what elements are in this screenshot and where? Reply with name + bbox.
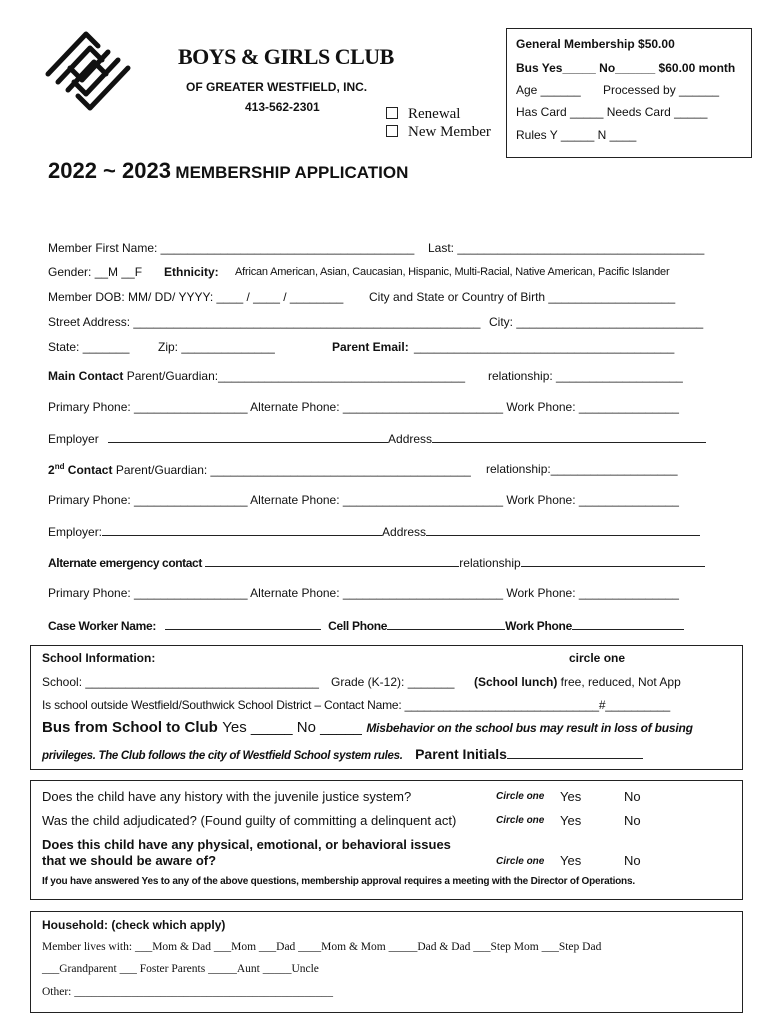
- case-worker-label: Case Worker Name:: [48, 619, 157, 633]
- case-worker-field[interactable]: [48, 618, 684, 633]
- age-field[interactable]: Age ______: [516, 83, 581, 97]
- grade-field[interactable]: Grade (K-12): _______: [331, 675, 455, 689]
- main-contact-guardian: Parent/Guardian:_____________________________________: [126, 369, 466, 383]
- privileges-note: privileges. The Club follows the city of Westfield School system rules.: [42, 750, 403, 762]
- card-field[interactable]: Has Card _____ Needs Card _____: [516, 105, 708, 119]
- emergency-contact-field[interactable]: [48, 555, 705, 570]
- address-label: Address: [382, 525, 427, 539]
- processed-by-field[interactable]: Processed by ______: [603, 83, 720, 97]
- checkbox-icon[interactable]: [386, 125, 398, 137]
- title-years: 2022 ~ 2023: [48, 158, 171, 183]
- renewal-option[interactable]: [386, 106, 460, 123]
- main-contact-relationship[interactable]: relationship: ___________________: [488, 369, 683, 383]
- cell-phone-label: Cell Phone: [328, 619, 388, 633]
- checkbox-icon[interactable]: [386, 107, 398, 119]
- issues-question-line2: that we should be aware of?: [42, 853, 217, 868]
- school-heading: School Information:: [42, 651, 156, 665]
- new-member-label: New Member: [408, 124, 491, 140]
- ethnicity-label: Ethnicity:: [164, 265, 219, 279]
- parent-initials-label: Parent Initials: [415, 746, 507, 762]
- work-phone-label: Work Phone: [505, 619, 572, 633]
- employer-label: Employer:: [48, 525, 103, 539]
- last-name-field[interactable]: Last: _____________________________________: [428, 241, 705, 255]
- adjudicated-no[interactable]: No: [624, 813, 641, 828]
- org-subtitle: OF GREATER WESTFIELD, INC.: [186, 80, 368, 94]
- outside-district-field[interactable]: Is school outside Westfield/Southwick School District – Contact Name: ______________________________#__________: [42, 698, 671, 712]
- parent-email-label: Parent Email:: [332, 340, 409, 354]
- employer-line[interactable]: [102, 524, 382, 536]
- case-worker-line[interactable]: [165, 618, 321, 630]
- circle-one-label: Circle one: [496, 815, 545, 826]
- city-field[interactable]: City: ____________________________: [489, 315, 704, 329]
- org-name: BOYS & GIRLS CLUB: [178, 44, 394, 69]
- lives-with-options[interactable]: Member lives with: ___Mom & Dad ___Mom ___Dad ____Mom & Mom _____Dad & Dad ___Step Mom ___Step Dad: [42, 941, 602, 953]
- adjudicated-yes[interactable]: Yes: [560, 813, 582, 828]
- second-employer-field[interactable]: [48, 524, 700, 539]
- household-heading: Household: (check which apply): [42, 918, 226, 932]
- org-phone: 413-562-2301: [245, 100, 320, 114]
- juvenile-no[interactable]: No: [624, 789, 641, 804]
- parent-initials-line[interactable]: [507, 747, 643, 759]
- street-address-field[interactable]: Street Address: ____________________________________________________: [48, 315, 481, 329]
- address-label: Address: [388, 432, 433, 446]
- school-lunch-label: (School lunch): [474, 675, 558, 689]
- dob-field[interactable]: Member DOB: MM/ DD/ YYYY: ____ / ____ / ________: [48, 290, 344, 304]
- school-lunch-options: free, reduced, Not App: [560, 675, 681, 689]
- ethnicity-options[interactable]: African American, Asian, Caucasian, Hispanic, Multi-Racial, Native American, Pacific Islander: [235, 266, 670, 278]
- adjudicated-question: Was the child adjudicated? (Found guilty of committing a delinquent act): [42, 813, 457, 828]
- issues-yes[interactable]: Yes: [560, 853, 582, 868]
- issues-question-line1: Does this child have any physical, emotional, or behavioral issues: [42, 837, 451, 852]
- bus-fee: Bus Yes_____ No______ $60.00 month: [516, 61, 736, 75]
- membership-fee: General Membership $50.00: [516, 37, 675, 51]
- emergency-relationship-line[interactable]: [521, 555, 705, 567]
- new-member-option[interactable]: [386, 124, 491, 141]
- school-circle-one: circle one: [569, 651, 626, 665]
- main-contact-label: Main Contact: [48, 369, 124, 383]
- zip-field[interactable]: Zip: ______________: [158, 340, 275, 354]
- bus-to-club-field[interactable]: [42, 719, 693, 737]
- circle-one-label: Circle one: [496, 791, 545, 802]
- second-contact-label: 2nd Contact: [48, 462, 113, 477]
- misbehavior-note: Misbehavior on the school bus may result in loss of busing: [366, 721, 693, 735]
- main-contact-field[interactable]: [48, 369, 465, 383]
- boys-girls-club-logo-icon: [28, 16, 148, 126]
- state-field[interactable]: State: _______: [48, 340, 130, 354]
- second-contact-guardian: Parent/Guardian: _______________________________________: [115, 463, 471, 477]
- other-field[interactable]: Other: _____________________________________________: [42, 986, 334, 998]
- page-title: [48, 158, 408, 184]
- main-employer-field[interactable]: [48, 431, 706, 446]
- renewal-label: Renewal: [408, 106, 461, 122]
- address-line[interactable]: [426, 524, 700, 536]
- second-contact-field[interactable]: [48, 462, 471, 477]
- cell-phone-line[interactable]: [387, 618, 505, 630]
- issues-no[interactable]: No: [624, 853, 641, 868]
- privileges-row: [42, 746, 643, 764]
- employer-line[interactable]: [108, 431, 388, 443]
- rules-field[interactable]: Rules Y _____ N ____: [516, 128, 637, 142]
- circle-one-label: Circle one: [496, 856, 545, 867]
- emergency-line[interactable]: [205, 555, 459, 567]
- bus-to-club-label: Bus from School to Club: [42, 719, 218, 736]
- gender-field[interactable]: Gender: __M __F: [48, 265, 143, 279]
- school-name-field[interactable]: School: ___________________________________: [42, 675, 319, 689]
- juvenile-yes[interactable]: Yes: [560, 789, 582, 804]
- employer-label: Employer: [48, 432, 99, 446]
- first-name-field[interactable]: Member First Name: ______________________________________: [48, 241, 415, 255]
- second-contact-relationship[interactable]: relationship:___________________: [486, 462, 678, 476]
- emergency-label: Alternate emergency contact: [48, 556, 202, 570]
- work-phone-line[interactable]: [572, 618, 684, 630]
- school-lunch-field[interactable]: [474, 675, 681, 689]
- birth-place-field[interactable]: City and State or Country of Birth ___________________: [369, 290, 676, 304]
- main-contact-phones[interactable]: Primary Phone: _________________ Alternate Phone: ________________________ Work Phone: _______________: [48, 400, 679, 414]
- second-contact-phones[interactable]: Primary Phone: _________________ Alternate Phone: ________________________ Work Phone: _______________: [48, 493, 679, 507]
- title-rest: MEMBERSHIP APPLICATION: [175, 163, 409, 182]
- bus-to-club-options: Yes _____ No _____: [222, 719, 362, 736]
- address-line[interactable]: [432, 431, 706, 443]
- juvenile-question: Does the child have any history with the juvenile justice system?: [42, 789, 412, 804]
- emergency-phones[interactable]: Primary Phone: _________________ Alternate Phone: ________________________ Work Phone: _______________: [48, 586, 679, 600]
- relatives-options[interactable]: ___Grandparent ___ Foster Parents _____Aunt _____Uncle: [42, 963, 319, 975]
- approval-note: If you have answered Yes to any of the above questions, membership approval requires a meeting with the Director of Operations.: [42, 876, 635, 887]
- parent-email-field[interactable]: _______________________________________: [414, 340, 675, 354]
- emergency-relationship-label: relationship: [459, 556, 521, 570]
